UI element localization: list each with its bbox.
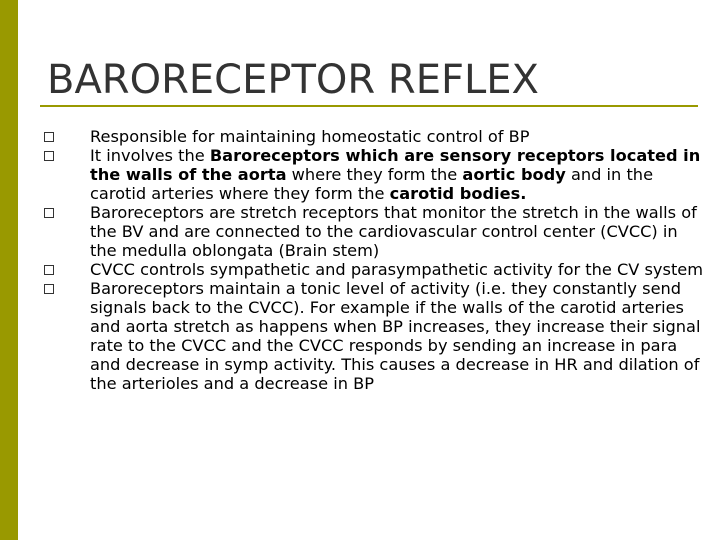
hollow-square-bullet-icon xyxy=(44,132,54,142)
text-run: Baroreceptors maintain a tonic level of activity (i.e. they constantly send signals back to the CVCC). For example if the walls of the carotid arteries and aorta stretch as happens when BP increases, they increase their signal rate to the CVCC and the CVCC responds by sending an increase in para and decrease in symp activity. This causes a decrease in HR and dilation of the arterioles and a decrease in BP xyxy=(90,279,701,393)
bullet-text xyxy=(90,279,704,393)
bullet-item xyxy=(44,279,704,393)
text-run: Responsible for maintaining homeostatic control of BP xyxy=(90,127,530,146)
bullet-text xyxy=(90,203,704,260)
accent-sidebar-bar xyxy=(0,0,18,540)
bullet-list xyxy=(44,127,704,393)
bullet-item xyxy=(44,127,704,146)
hollow-square-bullet-icon xyxy=(44,265,54,275)
text-run: and in the carotid arteries where they form the xyxy=(90,165,654,203)
bold-text-run: carotid bodies. xyxy=(389,184,527,203)
bullet-item xyxy=(44,260,704,279)
text-run: CVCC controls sympathetic and parasympathetic activity for the CV system xyxy=(90,260,704,279)
text-run: Baroreceptors are stretch receptors that monitor the stretch in the walls of the BV and are connected to the cardiovascular control center (CVCC) in the medulla oblongata (Brain stem) xyxy=(90,203,697,260)
bold-text-run: Baroreceptors which are sensory receptors located in the walls of the aorta xyxy=(90,146,701,184)
slide-title: BARORECEPTOR REFLEX xyxy=(47,57,539,103)
text-run: It involves the xyxy=(90,146,210,165)
bold-text-run: aortic body xyxy=(462,165,566,184)
hollow-square-bullet-icon xyxy=(44,208,54,218)
bullet-item xyxy=(44,203,704,260)
bullet-text xyxy=(90,260,704,279)
text-run: where they form the xyxy=(286,165,463,184)
title-underline-divider xyxy=(40,105,698,107)
bullet-item xyxy=(44,146,704,203)
bullet-text xyxy=(90,146,704,203)
hollow-square-bullet-icon xyxy=(44,151,54,161)
bullet-text xyxy=(90,127,704,146)
hollow-square-bullet-icon xyxy=(44,284,54,294)
